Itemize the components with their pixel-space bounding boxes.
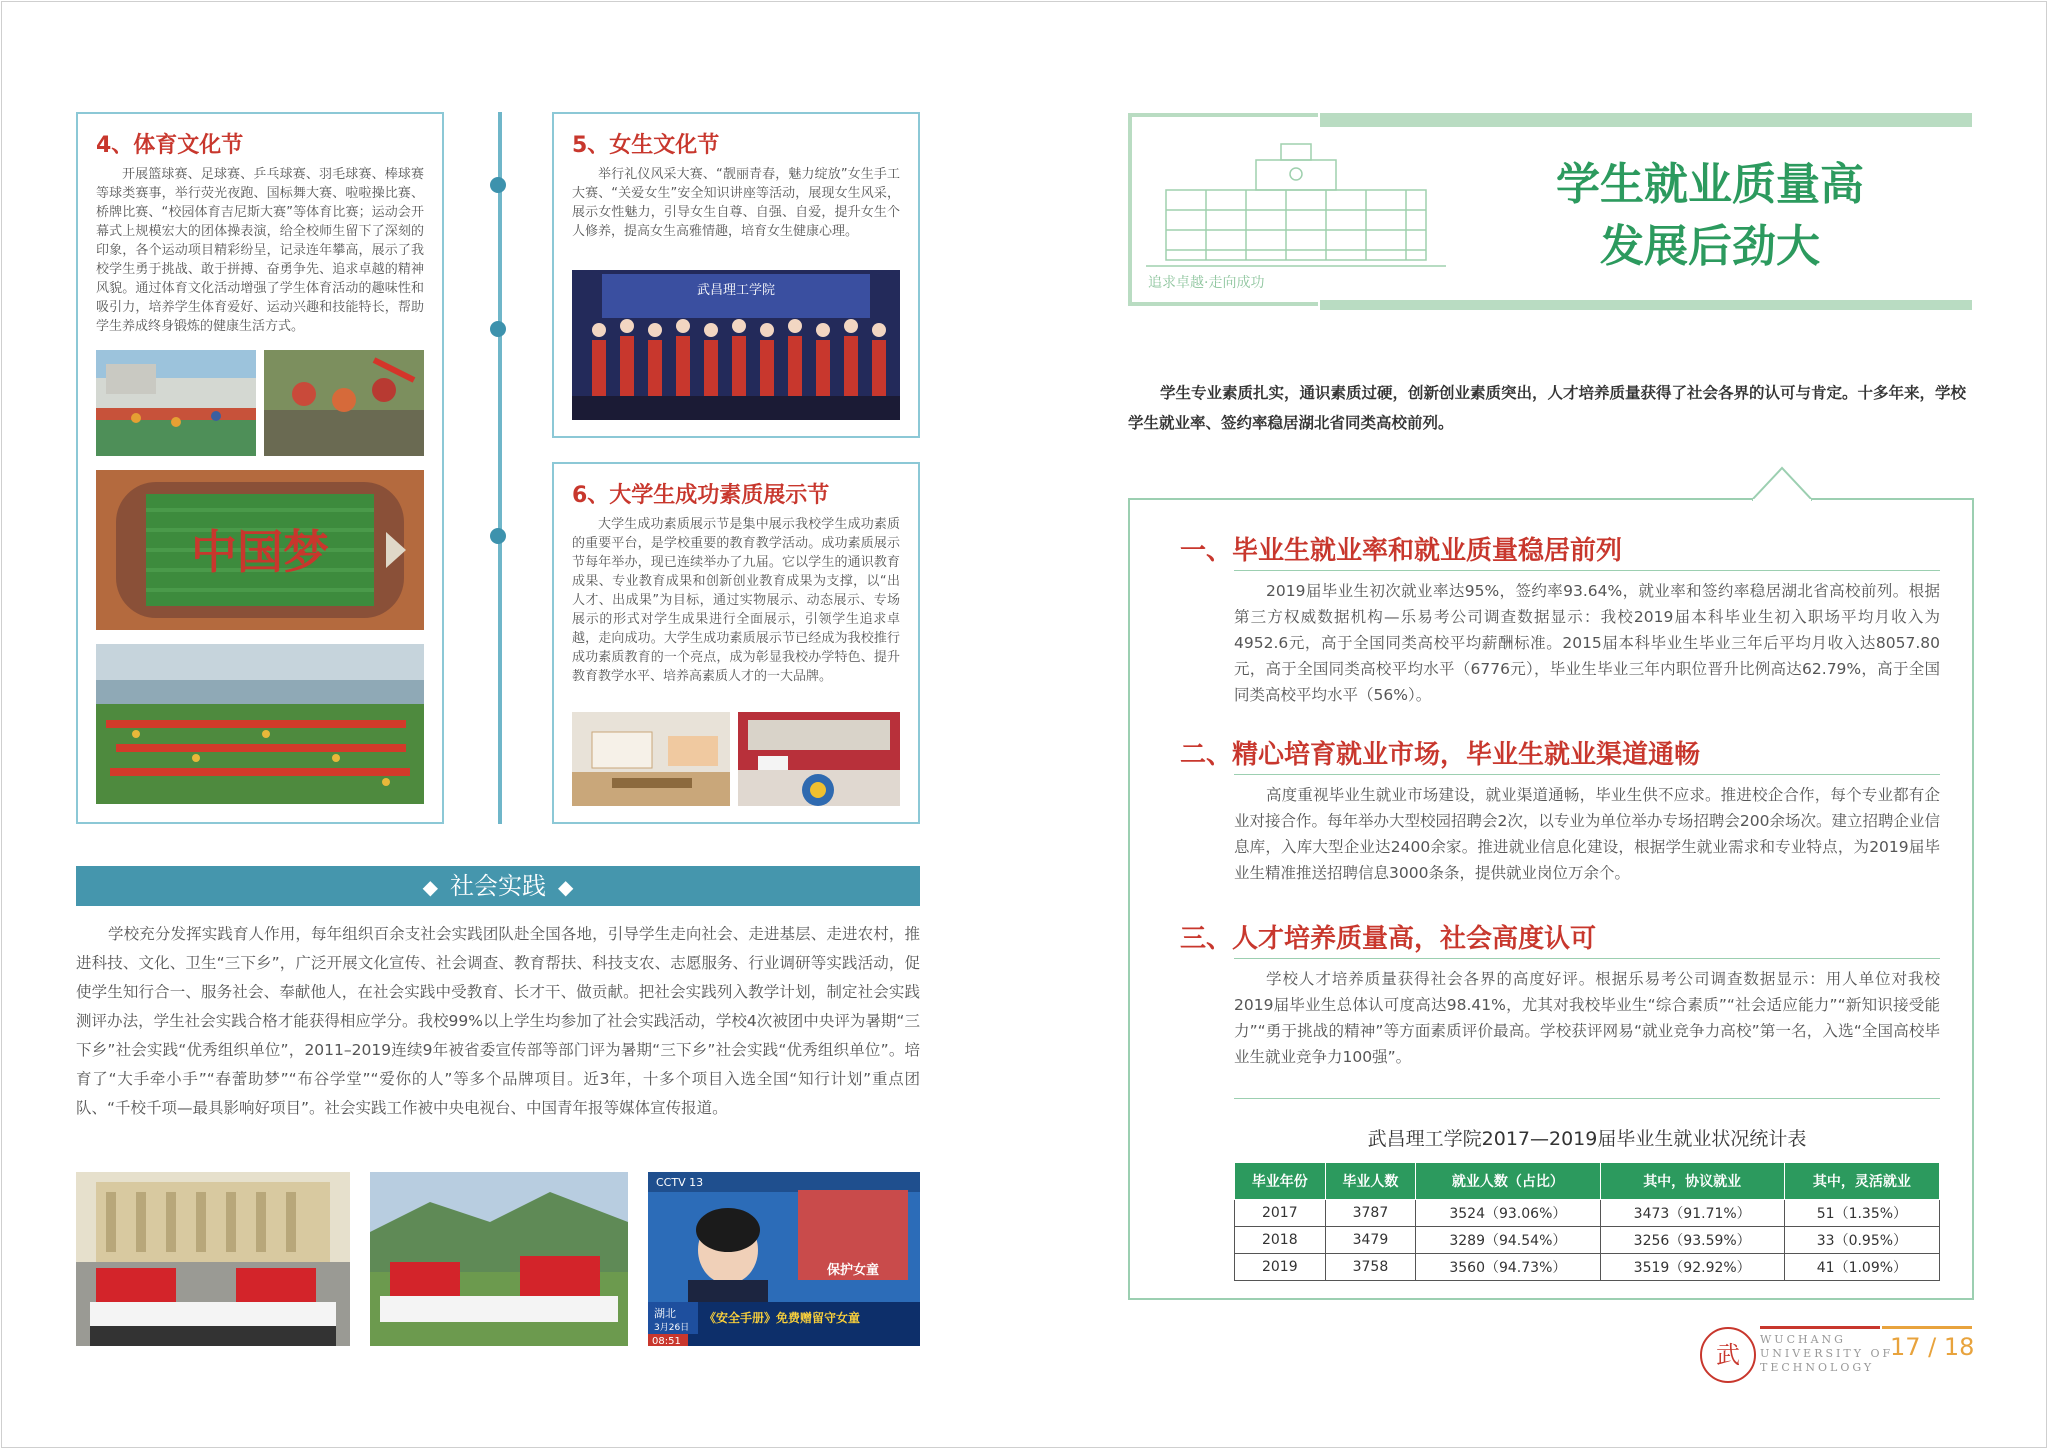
- table-cell: 3479: [1325, 1227, 1416, 1254]
- table-header: 毕业年份: [1235, 1163, 1326, 1200]
- girls-festival-heading: 5、女生文化节: [572, 133, 720, 158]
- timeline-dot: [490, 528, 506, 544]
- mass-performance-photo: [96, 644, 424, 804]
- page-number: 17 / 18: [1890, 1333, 1975, 1361]
- social-practice-title: 社会实践: [450, 872, 546, 900]
- section-2-rule: [1234, 774, 1940, 775]
- table-cell: 3289（94.54%）: [1416, 1227, 1600, 1254]
- timeline-dot: [490, 177, 506, 193]
- table-cell: 3560（94.73%）: [1416, 1254, 1600, 1281]
- university-logo-icon: 武: [1700, 1327, 1756, 1383]
- quality-festival-body: 大学生成功素质展示节是集中展示我校学生成功素质的重要平台，是学校重要的教育教学活动。成功素质展示节每年举办，现已连续举办了九届。它以学生的通识教育成果、专业教育成果和创新创业教育成果为支撑，以“出人才、出成果”为目标，通过实物展示、动态展示、专场展示的形式对学生成果进行全面展示，引领学生追求卓越，走向成功。大学生成功素质展示节已经成为我校推行成功素质教育的一个亮点，成为彰显我校办学特色、提升教育教学水平、培养高素质人才的一大品牌。: [572, 517, 900, 684]
- tug-of-war-photo: [264, 350, 424, 456]
- table-title: 武昌理工学院2017—2019届毕业生就业状况统计表: [1367, 1128, 1807, 1150]
- table-cell: 33（0.95%）: [1784, 1227, 1939, 1254]
- table-cell: 3473（91.71%）: [1600, 1200, 1784, 1227]
- exhibition-hall-photo: [572, 712, 730, 806]
- table-cell: 3519（92.92%）: [1600, 1254, 1784, 1281]
- section-1-heading: 一、毕业生就业率和就业质量稳居前列: [1180, 536, 1623, 566]
- tv-province-text: 湖北: [654, 1307, 676, 1320]
- table-cell: 41（1.09%）: [1784, 1254, 1939, 1281]
- diamond-icon: ◆: [422, 875, 438, 899]
- footer-orange-line: [1882, 1326, 1972, 1329]
- table-header: 其中，协议就业: [1600, 1163, 1784, 1200]
- uni-name-line-3: TECHNOLOGY: [1760, 1361, 1875, 1374]
- uni-name-line-2: UNIVERSITY OF: [1760, 1347, 1894, 1360]
- team-building-photo: [76, 1172, 350, 1346]
- table-cell: 2017: [1235, 1200, 1326, 1227]
- table-row: [1235, 1200, 1940, 1227]
- tv-channel-text: CCTV 13: [656, 1176, 704, 1189]
- panel-notch: [1752, 466, 1812, 506]
- table-cell: 2018: [1235, 1227, 1326, 1254]
- table-header: 就业人数（占比）: [1416, 1163, 1600, 1200]
- title-bar-top: [1320, 113, 1972, 127]
- tv-time-text: 08:51: [652, 1336, 681, 1346]
- table-row: [1235, 1227, 1940, 1254]
- campus-building-illustration: [1146, 140, 1446, 280]
- social-practice-band: [76, 866, 920, 906]
- tv-overlay-text: 保护女童: [826, 1263, 880, 1278]
- page-title: [1540, 154, 1880, 278]
- cctv-news-photo: [648, 1172, 920, 1346]
- table-header: 其中，灵活就业: [1784, 1163, 1939, 1200]
- table-top-rule: [1234, 1098, 1940, 1099]
- exhibition-booth-photo: [738, 712, 900, 806]
- section-1-rule: [1234, 570, 1940, 571]
- section-3-heading: 三、人才培养质量高，社会高度认可: [1180, 924, 1597, 954]
- stage-banner-text: 武昌理工学院: [696, 283, 776, 298]
- mountain-team-photo: [370, 1172, 628, 1346]
- table-cell: 51（1.35%）: [1784, 1200, 1939, 1227]
- table-header: 毕业人数: [1325, 1163, 1416, 1200]
- quality-festival-heading: 6、大学生成功素质展示节: [572, 483, 830, 508]
- diamond-icon: ◆: [558, 875, 574, 899]
- girls-festival-body: 举行礼仪风采大赛、“靓丽青春，魅力绽放”女生手工大赛、“关爱女生”安全知识讲座等活动，展现女生风采，展示女性魅力，引导女生自尊、自强、自爱，提升女生个人修养，提高女生高雅情趣，培育女生健康心理。: [572, 167, 900, 239]
- table-cell: 3524（93.06%）: [1416, 1200, 1600, 1227]
- section-1-body: 2019届毕业生初次就业率达95%，签约率93.64%，就业率和签约率稳居湖北省高校前列。根据第三方权威数据机构—乐易考公司调查数据显示：我校2019届本科毕业生初入职场平均月收入为4952.6元，高于全国同类高校平均薪酬标准。2015届本科毕业生毕业三年后平均月收入达8057.80元，高于全国同类高校平均水平（6776元），毕业生毕业三年内职位晋升比例高达62.79%，高于全国同类高校平均水平（56%）。: [1234, 582, 1940, 704]
- intro-paragraph: 学生专业素质扎实，通识素质过硬，创新创业素质突出，人才培养质量获得了社会各界的认可与肯定。十多年来，学校学生就业率、签约率稳居湖北省同类高校前列。: [1128, 384, 1967, 432]
- uni-name-line-1: WUCHANG: [1760, 1333, 1846, 1346]
- footer-red-line: [1760, 1326, 1880, 1329]
- table-row: [1235, 1254, 1940, 1281]
- section-3-rule: [1234, 958, 1940, 959]
- tv-date-text: 3月26日: [654, 1323, 690, 1333]
- section-2-heading: 二、精心培育就业市场，毕业生就业渠道通畅: [1180, 740, 1701, 770]
- girls-stage-photo: [572, 270, 900, 420]
- employment-table: [1234, 1162, 1940, 1281]
- field-text: 中国梦: [191, 525, 329, 579]
- social-practice-body: 学校充分发挥实践育人作用，每年组织百余支社会实践团队赴全国各地，引导学生走向社会、走进基层、走进农村，推进科技、文化、卫生“三下乡”，广泛开展文化宣传、社会调查、教育帮扶、科技支农、志愿服务、行业调研等实践活动，促使学生知行合一、服务社会、奉献他人，在社会实践中受教育、长才干、做贡献。把社会实践列入教学计划，制定社会实践测评办法，学生社会实践合格才能获得相应学分。我校99%以上学生均参加了社会实践活动，学校4次被团中央评为暑期“三下乡”社会实践“优秀组织单位”，2011–2019连续9年被省委宣传部等部门评为暑期“三下乡”社会实践“优秀组织单位”。培育了“大手牵小手”“春蕾助梦”“布谷学堂”“爱你的人”等多个品牌项目。近3年，十多个项目入选全国“知行计划”重点团队、“千校千项—最具影响好项目”。社会实践工作被中央电视台、中国青年报等媒体宣传报道。: [76, 925, 920, 1117]
- title-bar-bottom: [1320, 300, 1972, 310]
- table-cell: 2019: [1235, 1254, 1326, 1281]
- basketball-photo: [96, 350, 256, 456]
- table-cell: 3758: [1325, 1254, 1416, 1281]
- sport-festival-body: 开展篮球赛、足球赛、乒乓球赛、羽毛球赛、棒球赛等球类赛事，举行荧光夜跑、国标舞大赛、啦啦操比赛、桥牌比赛、“校园体育吉尼斯大赛”等体育比赛；运动会开幕式上规模宏大的团体操表演，给全校师生留下了深刻的印象，各个运动项目精彩纷呈，记录连年攀高，展示了我校学生勇于挑战、敢于拼搏、奋勇争先、追求卓越的精神风貌。通过体育文化活动增强了学生体育活动的趣味性和吸引力，培养学生体育爱好、运动兴趣和技能特长，帮助学生养成终身锻炼的健康生活方式。: [96, 167, 424, 334]
- section-2-body: 高度重视毕业生就业市场建设，就业渠道通畅，毕业生供不应求。推进校企合作，每个专业都有企业对接合作。每年举办大型校园招聘会2次，以专业为单位举办专场招聘会200余场次。建立招聘企业信息库，入库大型企业达2400余家。推进就业信息化建设，根据学生就业需求和专业特点，为2019届毕业生精准推送招聘信息3000条条，提供就业岗位万余个。: [1234, 786, 1940, 882]
- tv-caption-text: 《安全手册》免费赠留守女童: [704, 1311, 861, 1325]
- timeline-dot: [490, 321, 506, 337]
- table-header-row: [1235, 1163, 1940, 1200]
- title-line-1: 学生就业质量高: [1556, 159, 1864, 210]
- sport-festival-heading: 4、体育文化节: [96, 133, 244, 158]
- university-name-en: [1760, 1333, 1893, 1375]
- title-line-2: 发展后劲大: [1600, 221, 1820, 272]
- section-3-body: 学校人才培养质量获得社会各界的高度好评。根据乐易考公司调查数据显示：用人单位对我校2019届毕业生总体认可度高达98.41%，尤其对我校毕业生“综合素质”“社会适应能力”“新知识接受能力”“勇于挑战的精神”等方面素质评价最高。学校获评网易“就业竞争力高校”第一名，入选“全国高校毕业生就业竞争力100强”。: [1234, 970, 1940, 1066]
- chinese-dream-field-photo: [96, 470, 424, 630]
- table-cell: 3256（93.59%）: [1600, 1227, 1784, 1254]
- timeline-line: [498, 112, 502, 824]
- table-cell: 3787: [1325, 1200, 1416, 1227]
- slogan-text: 追求卓越·走向成功: [1148, 275, 1265, 291]
